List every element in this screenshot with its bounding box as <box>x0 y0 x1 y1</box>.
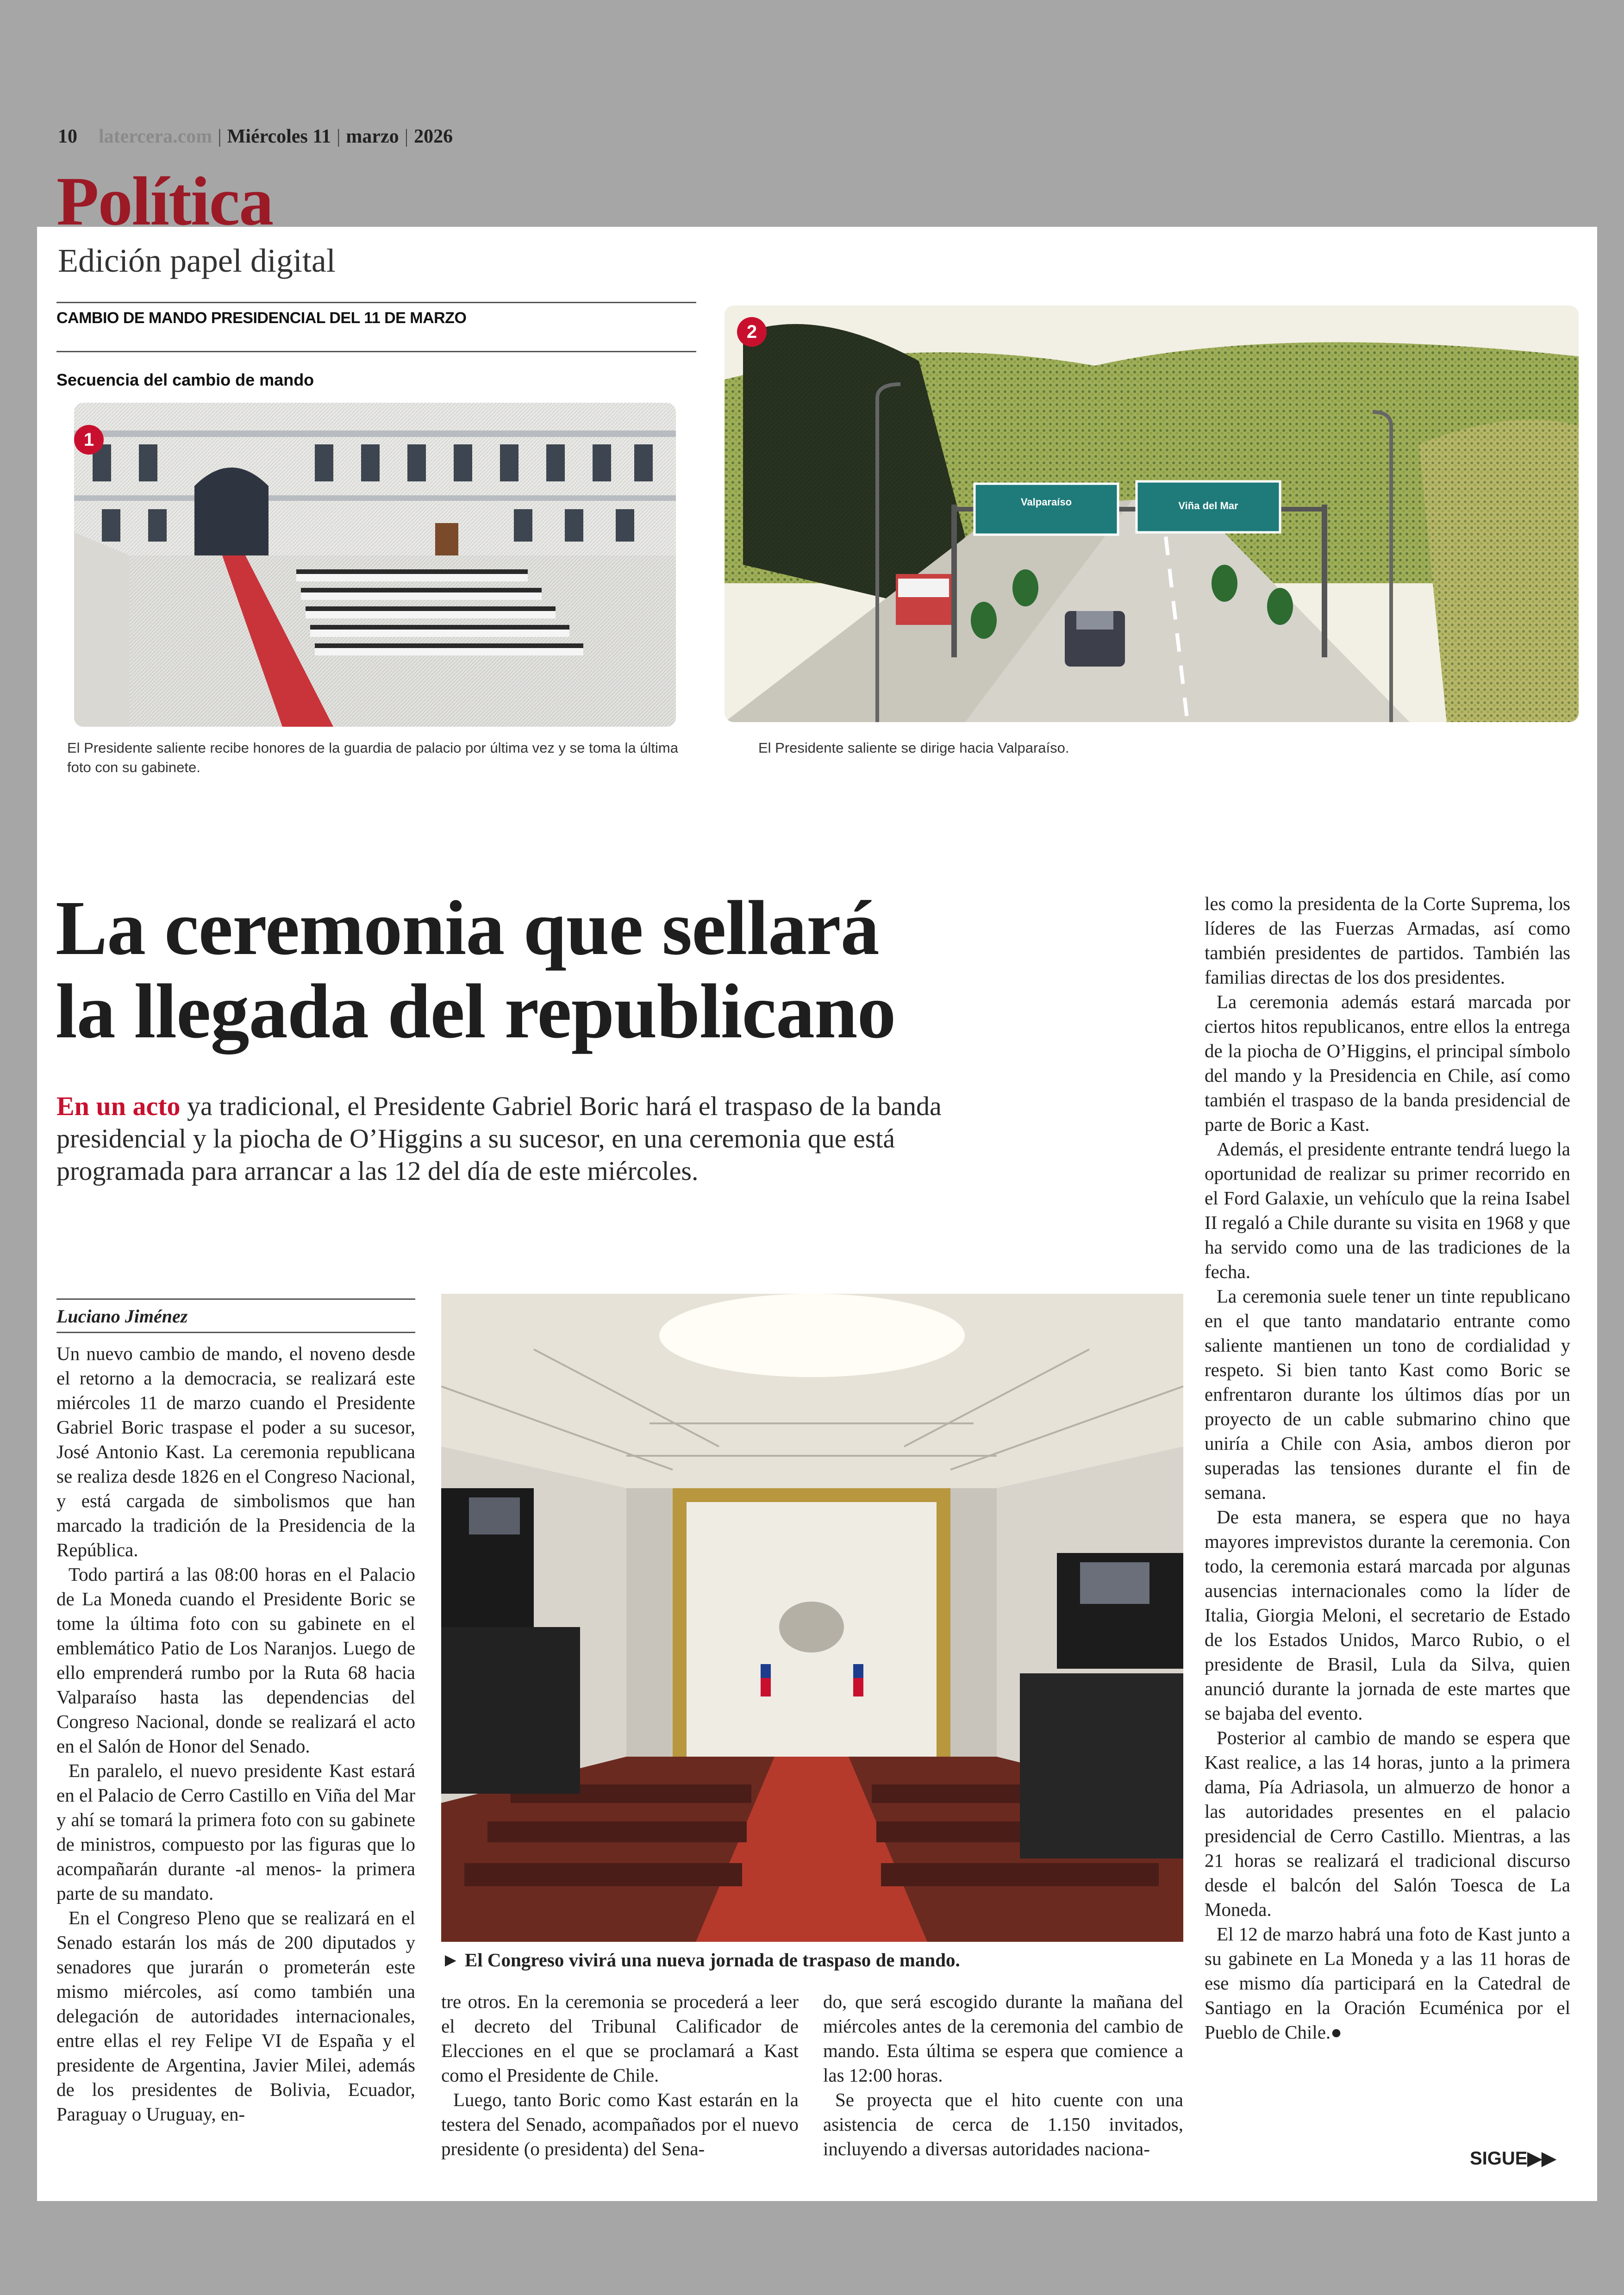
page-header <box>58 123 453 150</box>
caption-marker-icon: ► <box>441 1949 460 1971</box>
header-month: marzo <box>346 126 399 147</box>
double-arrow-icon: ▶▶ <box>1527 2148 1556 2169</box>
step-2-caption: El Presidente saliente se dirige hacia Valparaíso. <box>758 740 1069 756</box>
divider <box>56 351 696 352</box>
paragraph: Todo partirá a las 08:00 horas en el Palacio de La Moneda cuando el Presidente Boric se tome la última foto con su gabinete en el emblemático Patio de Los Naranjos. Luego de ello emprenderá rumbo por la Ruta 68 hacia Valparaíso hasta las dependencias del Congreso Nacional, donde se realizará el acto en el Salón de Honor del Senado. <box>56 1564 415 1757</box>
headline-line: la llegada del republicano <box>56 968 896 1054</box>
infographic-kicker: CAMBIO DE MANDO PRESIDENCIAL DEL 11 DE MARZO <box>56 309 467 327</box>
paragraph: Se proyecta que el hito cuente con una asistencia de cerca de 1.150 invitados, incluyendo a diversas autoridades naciona- <box>823 2089 1183 2159</box>
paragraph: Luego, tanto Boric como Kast estarán en la testera del Senado, acompañados por el nuevo presidente (o presidenta) del Sena- <box>441 2089 799 2159</box>
section-title: Política <box>56 163 273 240</box>
sign-left-text: Valparaíso <box>1020 496 1072 508</box>
step-1-caption: El Presidente saliente recibe honores de la guardia de palacio por última vez y se toma la última foto con su gabinete. <box>67 740 678 775</box>
sequence-title: Secuencia del cambio de mando <box>56 370 314 389</box>
paragraph: Un nuevo cambio de mando, el noveno desde el retorno a la democracia, se realizará este miércoles 11 de marzo cuando el Presidente Gabriel Boric traspase el poder a su sucesor, José Antonio Kast. La ceremonia republicana se realiza desde 1826 en el Congreso Nacional, y está cargada de simbolismos que han marcado la tradición de la Presidencia de la República. <box>56 1343 415 1560</box>
article-column-2 <box>441 1989 799 2161</box>
article-column-4 <box>1205 892 1570 2045</box>
site-name[interactable]: latercera.com <box>99 126 212 147</box>
divider <box>56 302 696 303</box>
subsection-title: Edición papel digital <box>58 242 336 279</box>
congress-photo <box>441 1294 1183 1942</box>
photo-caption-text: El Congreso vivirá una nueva jornada de traspaso de mando. <box>464 1949 960 1971</box>
headline-line: La ceremonia que sellará <box>56 885 879 971</box>
paragraph <box>1205 1922 1570 2045</box>
continue-label: SIGUE <box>1470 2148 1528 2169</box>
lead-accent: En un acto <box>56 1091 181 1121</box>
paragraph: Posterior al cambio de mando se espera que Kast realice, a las 14 horas, junto a la primera dama, Pía Adriasola, un almuerzo de honor a las autoridades presentes en el palacio presidencial de Cerro Castillo. Mientras, a las 21 horas se realizará el tradicional discurso desde el balcón del Salón Toesca de La Moneda. <box>1205 1727 1570 1920</box>
paragraph: De esta manera, se espera que no haya mayores imprevistos durante la ceremonia. Con todo, la ceremonia estará marcada por algunas ausencias internacionales como la líder de Italia, Giorgia Meloni, el secretario de Estado de los Estados Unidos, Marco Rubio, o el presidente de Brasil, Lula da Silva, quien anunció durante la jornada de este martes que se bajaba del evento. <box>1205 1506 1570 1724</box>
palace-illustration <box>74 403 676 727</box>
step-2-badge: 2 <box>737 317 767 347</box>
paragraph: En el Congreso Pleno que se realizará en el Senado estarán los más de 200 diputados y senadores que jurarán o prometerán este mismo miércoles, así como también una delegación de autoridades internacionales, entre ellas el rey Felipe VI de España y el presidente de Argentina, Javier Milei, además de los presidentes de Bolivia, Ecuador, Paraguay o Uruguay, en- <box>56 1907 415 2125</box>
headline <box>56 886 1074 1053</box>
paragraph: La ceremonia además estará marcada por ciertos hitos republicanos, entre ellos la entrega de la piocha de O’Higgins, el principal símbolo del mando y la Presidencia en Chile, así como también el traspaso de la banda presidencial de parte de Boric a Kast. <box>1205 991 1570 1135</box>
separator: | <box>404 126 409 147</box>
author-byline: Luciano Jiménez <box>56 1298 415 1333</box>
lead-paragraph <box>56 1090 1019 1187</box>
highway-illustration <box>725 306 1579 722</box>
paragraph: tre otros. En la ceremonia se procederá a leer el decreto del Tribunal Calificador de Elecciones en el que se proclamará a Kast como el Presidente de Chile. <box>441 1991 799 2086</box>
end-mark-icon: ● <box>1330 2021 1342 2043</box>
article-column-1 <box>56 1341 415 2127</box>
step-1-badge: 1 <box>74 425 104 455</box>
separator: | <box>218 126 222 147</box>
paragraph: En paralelo, el nuevo presidente Kast estará en el Palacio de Cerro Castillo en Viña del Mar y ahí se tomará la primera foto con su gabinete de ministros, compuesto por las figuras que lo acompañarán durante -al menos- la primera parte de su mandato. <box>56 1760 415 1904</box>
continue-link[interactable] <box>1470 2148 1556 2169</box>
header-year: 2026 <box>414 126 453 147</box>
article-column-3 <box>823 1989 1183 2161</box>
separator: | <box>336 126 341 147</box>
paragraph: Además, el presidente entrante tendrá luego la oportunidad de realizar su primer recorrido en el Ford Galaxie, un vehículo que la reina Isabel II regaló a Chile durante su visita en 1968 y que ha servido como una de las tradiciones de la fecha. <box>1205 1138 1570 1282</box>
photo-caption <box>441 1949 960 1971</box>
paragraph: les como la presidenta de la Corte Suprema, los líderes de las Fuerzas Armadas, así como también presidentes de partidos. También las familias directas de los dos presidentes. <box>1205 893 1570 988</box>
page-number: 10 <box>58 126 77 147</box>
paragraph: La ceremonia suele tener un tinte republicano en el que tanto mandatario entrante como saliente mantienen un tono de cordialidad y respeto. Si bien tanto Kast como Boric se enfrentaron durante los últimos días por un proyecto de un cable submarino chino que uniría a Chile con Asia, ambos dieron por superadas las tensiones durante el fin de semana. <box>1205 1285 1570 1503</box>
sign-right-text: Viña del Mar <box>1178 500 1238 511</box>
header-date: Miércoles 11 <box>227 126 331 147</box>
lead-text: ya tradicional, el Presidente Gabriel Boric hará el traspaso de la banda presidencial y la piocha de O’Higgins a su sucesor, en una ceremonia que está programada para arrancar a las 12 del día de este miércoles. <box>56 1091 942 1186</box>
final-paragraph-text: El 12 de marzo habrá una foto de Kast junto a su gabinete en La Moneda y a las 11 horas de ese mismo día participará en la Catedral de Santiago en la Oración Ecuménica por el Pueblo de Chile. <box>1205 1923 1570 2043</box>
paragraph: do, que será escogido durante la mañana del miércoles antes de la ceremonia del cambio de mando. Esta última se espera que comience a las 12:00 horas. <box>823 1991 1183 2086</box>
